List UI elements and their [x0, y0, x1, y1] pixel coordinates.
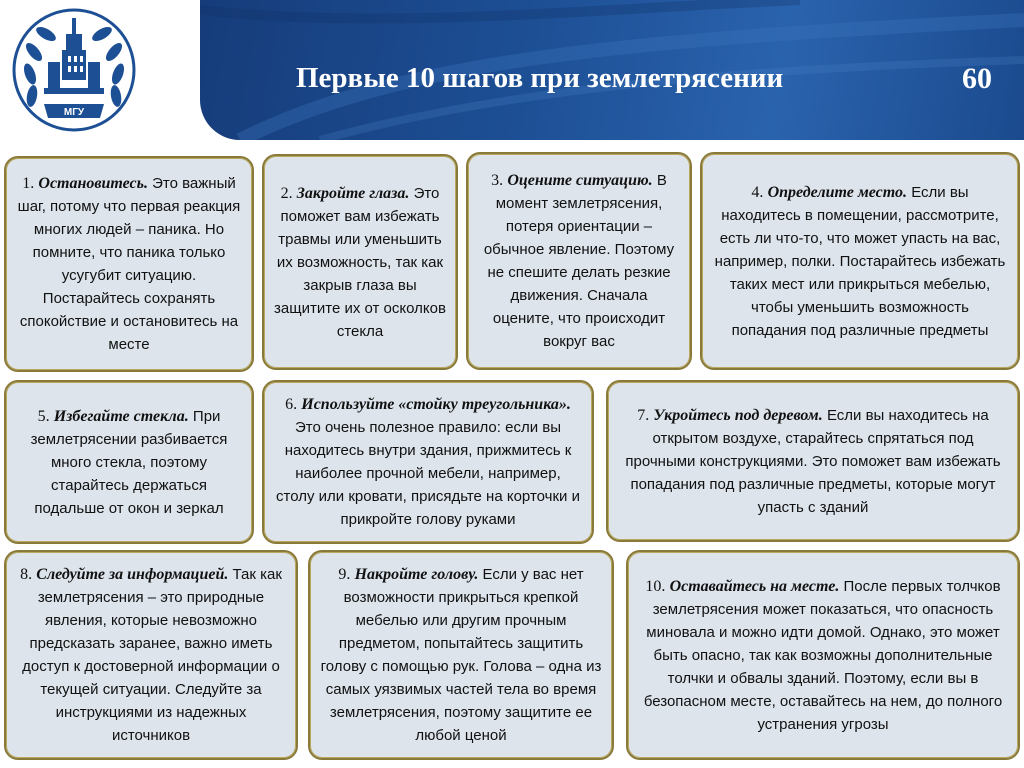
step-heading: Определите место. [767, 183, 908, 201]
step-card-8 [4, 550, 298, 760]
step-body: Если вы находитесь в помещении, рассмотрите, есть ли что-то, что может упасть на вас, например, полки. Постарайтесь избежать таких мест или прикрыться мебелью, чтобы уменьшить возможность попадания под различные предметы [714, 183, 1006, 339]
step-number: 9. [338, 566, 351, 583]
step-card-3 [466, 152, 692, 370]
step-body: Если вы находитесь на открытом воздухе, старайтесь спрятаться под прочными конструкциями. Это поможет вам избежать попадания под различные предметы, которые могут упасть с зданий [625, 406, 1001, 516]
page-number: 60 [962, 62, 992, 95]
step-number: 7. [637, 406, 650, 424]
step-number: 8. [20, 566, 33, 583]
step-card-9 [308, 550, 614, 760]
step-heading: Следуйте за информацией. [36, 566, 229, 583]
step-card-1 [4, 156, 254, 372]
step-number: 1. [22, 175, 35, 192]
step-body: Так как землетрясения – это природные явления, которые невозможно предсказать заранее, важно иметь доступ к достоверной информации о текущей ситуации. Следуйте за инструкциями из надежных источников [22, 566, 282, 744]
step-number: 6. [285, 396, 298, 413]
step-heading: Накройте голову. [354, 566, 479, 583]
step-card-7 [606, 380, 1020, 542]
slide-header [0, 0, 1024, 152]
step-card-5 [4, 380, 254, 544]
step-body: Это важный шаг, потому что первая реакция многих людей – паника. Но помните, что паника только усугубит ситуацию. Постарайтесь сохранять спокойствие и остановитесь на месте [17, 175, 241, 353]
step-card-4 [700, 152, 1020, 370]
msu-logo [8, 4, 140, 136]
step-heading: Оставайтесь на месте. [669, 577, 840, 595]
step-heading: Оцените ситуацию. [507, 172, 653, 189]
step-heading: Остановитесь. [38, 175, 148, 192]
step-card-6 [262, 380, 594, 544]
step-body: При землетрясении разбивается много стекла, поэтому старайтесь держаться подальше от окон и зеркал [30, 407, 228, 517]
step-body: Это поможет вам избежать травмы или уменьшить их возможность, так как закрыв глаза вы защитите их от осколков стекла [274, 184, 446, 340]
step-number: 3. [491, 172, 504, 189]
step-body: В момент землетрясения, потеря ориентации – обычное явление. Поэтому не спешите делать резкие движения. Сначала оцените, что происходит вокруг вас [483, 172, 675, 350]
step-card-10 [626, 550, 1020, 760]
step-number: 5. [37, 407, 50, 425]
step-number: 10. [645, 577, 666, 595]
step-number: 4. [751, 183, 764, 201]
step-body: После первых толчков землетрясения может показаться, что опасность миновала и можно идти домой. Однако, это может быть опасно, так как возможны дополнительные толчки и обвалы зданий. Поэтому, если вы в безопасном месте, оставайтесь на нем, до полного устранения угрозы [643, 577, 1003, 733]
step-number: 2. [280, 184, 293, 202]
step-card-2 [262, 154, 458, 370]
step-heading: Укройтесь под деревом. [653, 406, 823, 424]
step-heading: Закройте глаза. [296, 184, 410, 202]
logo-text: МГУ [63, 107, 85, 118]
step-body: Если у вас нет возможности прикрыться крепкой мебелью или другим прочным предметом, попытайтесь защитить голову с помощью рук. Голова – одна из самых уязвимых частей тела во время землетрясения, поэтому защитите ее любой ценой [320, 566, 602, 744]
step-body: Это очень полезное правило: если вы находитесь внутри здания, прижмитесь к наиболее прочной мебели, например, столу или кровати, присядьте на корточки и прикройте голову руками [276, 419, 580, 528]
step-heading: Избегайте стекла. [53, 407, 189, 425]
page-title: Первые 10 шагов при землетрясении [296, 62, 784, 94]
step-heading: Используйте «стойку треугольника». [301, 396, 571, 413]
